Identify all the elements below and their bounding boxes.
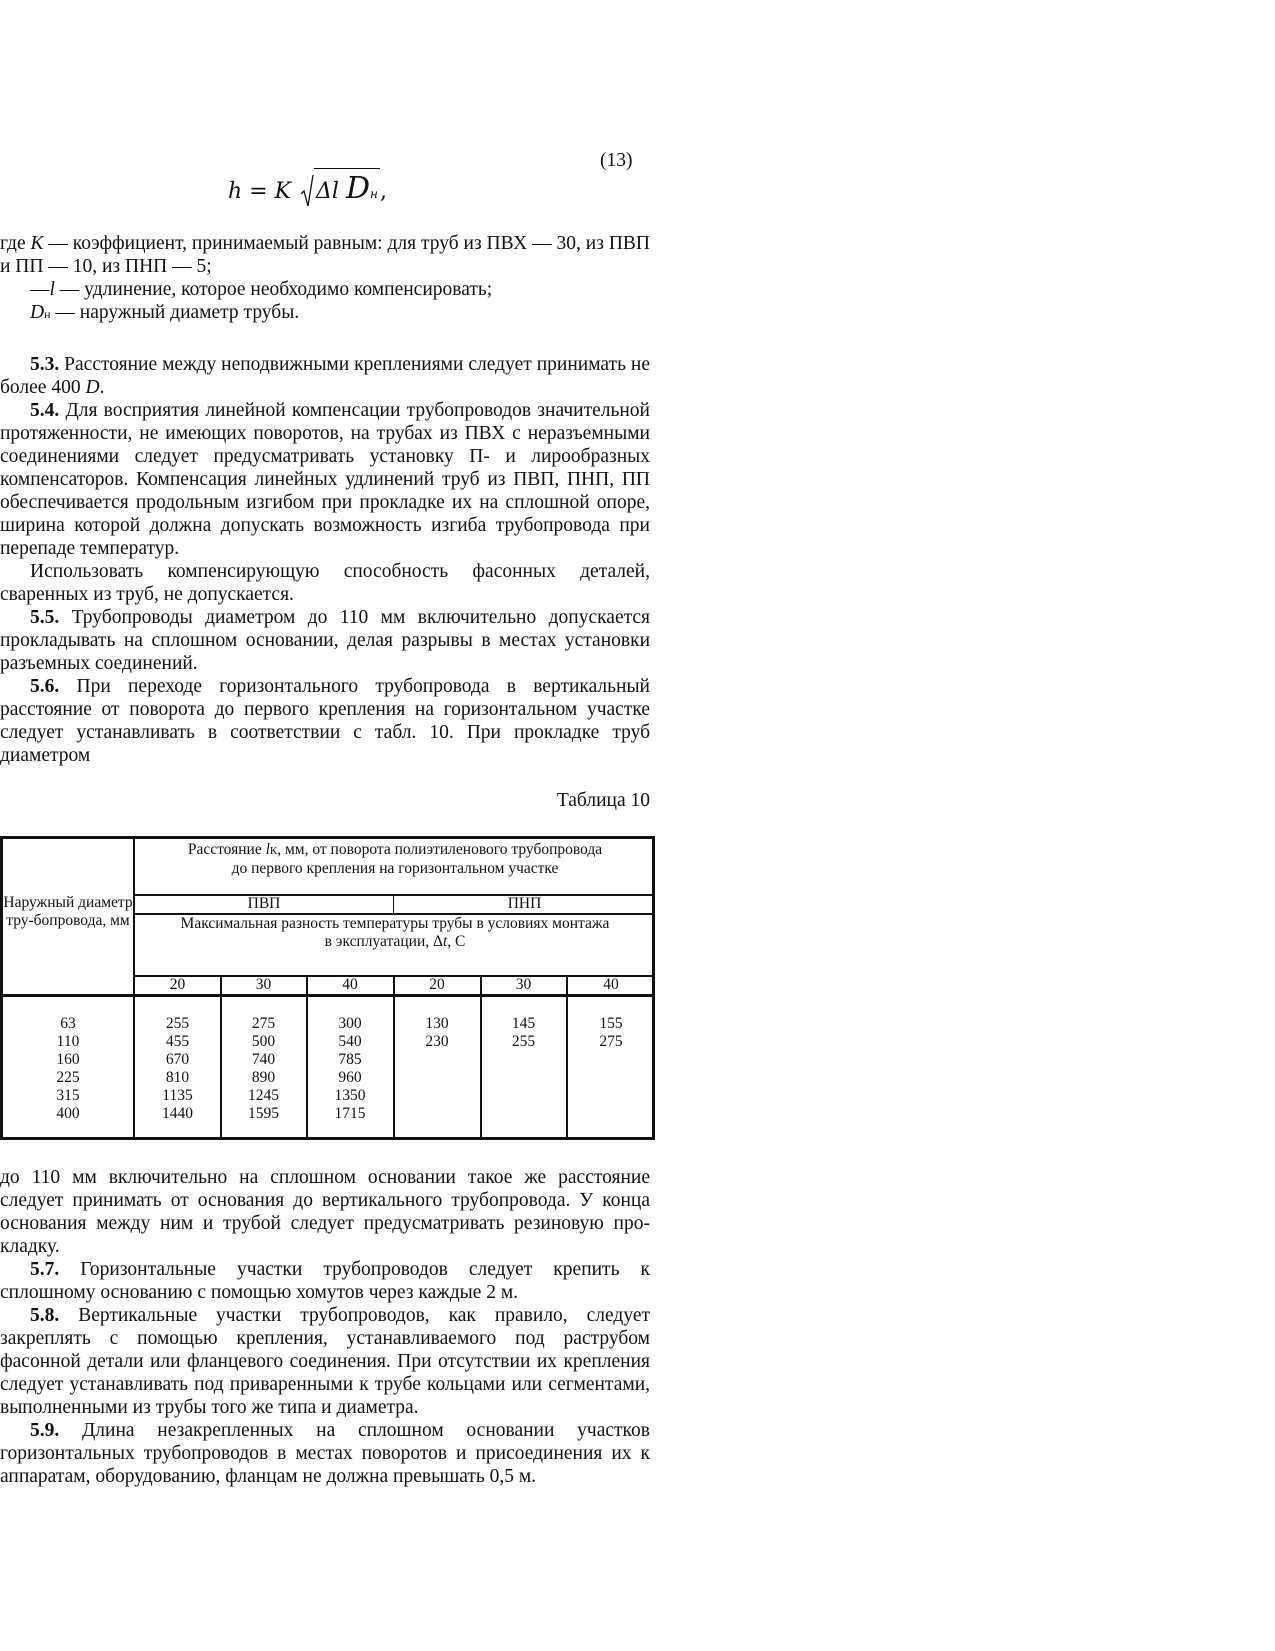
table-line: [480, 976, 482, 1137]
temp-col-2: 30: [255, 976, 272, 993]
pnp-30-column: [481, 1015, 566, 1051]
table-cell: 740: [251, 1051, 276, 1068]
table-cell: 810: [165, 1069, 190, 1086]
table-top-header: [135, 841, 655, 878]
temp-col-3: 40: [342, 976, 358, 993]
table-cell: 1245: [248, 1087, 279, 1104]
sections-top: [0, 353, 650, 767]
temp-header: [135, 915, 655, 951]
table-cell: 225: [56, 1069, 80, 1086]
legend-l-text: — удлинение, которое необходимо компенсировать;: [54, 279, 493, 300]
section-5-6-text: При переходе горизонтального трубопровода в вертикальный расстояние от поворота до первого крепления на горизонтальном участке следует устанавливать в соответствии с табл. 10. При прокладке труб диаметром: [0, 676, 650, 766]
formula-tail: ,: [379, 179, 387, 204]
section-5-9-text: Длина незакрепленных на сплошном основании участков горизонтальных трубопроводов в местах поворотов и присоединения их к аппаратам, оборудованию, фланцам не должна превышать 0,5 м.: [0, 1420, 650, 1487]
table-cell: 400: [56, 1105, 80, 1122]
table-line: [393, 976, 395, 1137]
formula: [228, 168, 387, 208]
section-5-6: [0, 675, 650, 767]
table-cell: 540: [338, 1033, 362, 1050]
temp-header-part-2: в эксплуатации, Δ: [324, 933, 443, 950]
top-header-part-1: Расстояние: [187, 841, 266, 858]
table-cell: 255: [511, 1033, 536, 1050]
formula-lhs: h = K: [228, 179, 292, 204]
table-cell: 455: [165, 1033, 190, 1050]
sections-bottom: [0, 1166, 650, 1488]
table-line: [566, 976, 568, 1137]
table-cell: 160: [56, 1051, 80, 1068]
table-cell: 110: [56, 1033, 80, 1050]
temp-header-part-3: , С: [447, 933, 466, 950]
legend-where: где: [0, 233, 31, 254]
formula-D: D: [345, 171, 371, 206]
table-cell: 670: [165, 1051, 190, 1068]
section-5-3-text: Расстояние между неподвижными креплениями следует принимать не более 400: [0, 354, 650, 398]
temp-header-t: t: [442, 933, 448, 950]
table-line: [3, 994, 655, 997]
section-5-8-text: Вертикальные участки трубопроводов, как правило, следует закреплять с помощью крепления, устанавливаемого под раструбом фасонной детали или фланцевого соединения. При отсутствии их крепления следует устанавливать под приваренными к трубе кольцами или сегментами, выполненными из трубы того же типа и диаметра.: [0, 1305, 650, 1418]
section-5-3-end: .: [99, 377, 105, 398]
table-cell: 1135: [162, 1087, 193, 1104]
table-cell: 275: [599, 1033, 623, 1050]
pnp-20-column: [394, 1015, 480, 1051]
pvp-30-column: [221, 1015, 306, 1123]
table-cell: 500: [251, 1033, 276, 1050]
table-cell: 155: [599, 1015, 623, 1032]
table-cell: 1440: [162, 1105, 193, 1122]
section-5-7-number: 5.7.: [30, 1259, 60, 1280]
section-5-9-number: 5.9.: [30, 1420, 60, 1441]
section-5-8-number: 5.8.: [30, 1305, 60, 1326]
pnp-40-column: [567, 1015, 655, 1051]
section-5-4-text: Для восприятия линейной компенсации трубопроводов значительной протяженности, не имеющих поворотов, на трубах из ПВХ с неразъемными соединениями следует предусматривать установку П- и лирообразных компенсаторов. Компенсация линейных удлинений труб из ПВП, ПНП, ПП обеспечивается продольным изгибом при прокладке их на сплошной опоре, ширина которой должна допускать возможность изгиба трубопровода при перепаде температур.: [0, 400, 650, 559]
table-cell: 63: [60, 1015, 76, 1032]
table-cell: 890: [251, 1069, 276, 1086]
top-header-sub: К: [269, 845, 278, 857]
section-5-6-number: 5.6.: [30, 676, 60, 697]
top-header-part-2: , мм, от поворота полиэтиленового трубопровода: [277, 841, 603, 858]
top-header-part-3: до первого крепления на горизонтальном участке: [231, 860, 559, 877]
legend-line-1: [0, 232, 650, 278]
section-5-5-text: Трубопроводы диаметром до 110 мм включительно допускается прокладывать на сплошном основании, делая разрывы в местах установки разъемных соединений.: [0, 607, 650, 674]
section-5-7-text: Горизонтальные участки трубопроводов следует крепить к сплошному основанию с помощью хомутов через каждые 2 м.: [0, 1259, 650, 1303]
temp-col-6: 40: [603, 976, 619, 993]
section-5-9: [0, 1419, 650, 1488]
table-cell: 1595: [248, 1105, 279, 1122]
section-5-4-number: 5.4.: [30, 400, 60, 421]
table-cell: 145: [511, 1015, 536, 1032]
formula-delta-l: Δl: [316, 179, 339, 204]
table-10: [0, 836, 655, 1140]
table-cell: 960: [338, 1069, 362, 1086]
formula-legend: [0, 232, 650, 326]
table-cell: 1715: [334, 1105, 366, 1122]
section-5-4-extra: Использовать компенсирующую способность фасонных деталей, сваренных из труб, не допускается.: [0, 561, 650, 605]
pvp-20-column: [135, 1015, 220, 1123]
table-row-header: Наружный диаметр тру-бопровода, мм: [3, 894, 133, 929]
diameter-column: [3, 1015, 133, 1123]
sqrt-sign: [300, 174, 314, 208]
legend-D-sub: н: [44, 307, 51, 321]
table-cell: 255: [165, 1015, 190, 1032]
table-cell: 315: [56, 1087, 80, 1104]
temp-col-4: 20: [429, 976, 445, 993]
group-pvp: ПВП: [247, 895, 281, 912]
table-cell: 300: [338, 1015, 362, 1032]
section-5-4: [0, 399, 650, 560]
section-5-8: [0, 1304, 650, 1419]
table-cell: 230: [425, 1033, 449, 1050]
temp-col-5: 30: [515, 976, 532, 993]
section-5-3-number: 5.3.: [30, 354, 60, 375]
section-5-7: [0, 1258, 650, 1304]
legend-l: l: [49, 279, 55, 300]
formula-sub: н: [370, 187, 378, 201]
table-cell: 785: [338, 1051, 362, 1068]
legend-K: K: [30, 233, 44, 254]
legend-D: D: [30, 302, 45, 323]
section-5-5: [0, 606, 650, 675]
top-header-l: l: [265, 841, 270, 858]
section-5-3: [0, 353, 650, 399]
legend-line-3: [0, 301, 650, 326]
table-cell: 130: [425, 1015, 449, 1032]
legend-line-2: [0, 278, 650, 301]
table-cell: 275: [251, 1015, 276, 1032]
legend-D-text: — наружный диаметр трубы.: [50, 302, 300, 323]
table-cell: 1350: [334, 1087, 366, 1104]
section-5-3-D: D: [85, 377, 100, 398]
legend-K-text: — коэффициент, принимаемый равным: для труб из ПВХ — 30, из ПВП и ПП — 10, из ПНП — 5;: [0, 233, 650, 277]
equation-number: (13): [600, 150, 633, 171]
section-5-6-continued: до 110 мм включительно на сплошном основании такое же расстояние следует принимать от основания до вертикального трубопровода. У конца основания между ним и трубой следует предусматривать резиновую про-кладку.: [0, 1167, 650, 1257]
table-caption: Таблица 10: [556, 790, 650, 811]
section-5-5-number: 5.5.: [30, 607, 60, 628]
group-pnp: ПНП: [507, 895, 542, 912]
temp-header-part-1: Максимальная разность температуры трубы в условиях монтажа: [180, 915, 610, 932]
temp-col-1: 20: [169, 976, 186, 993]
legend-dash: —: [30, 279, 50, 300]
pvp-40-column: [307, 1015, 393, 1123]
